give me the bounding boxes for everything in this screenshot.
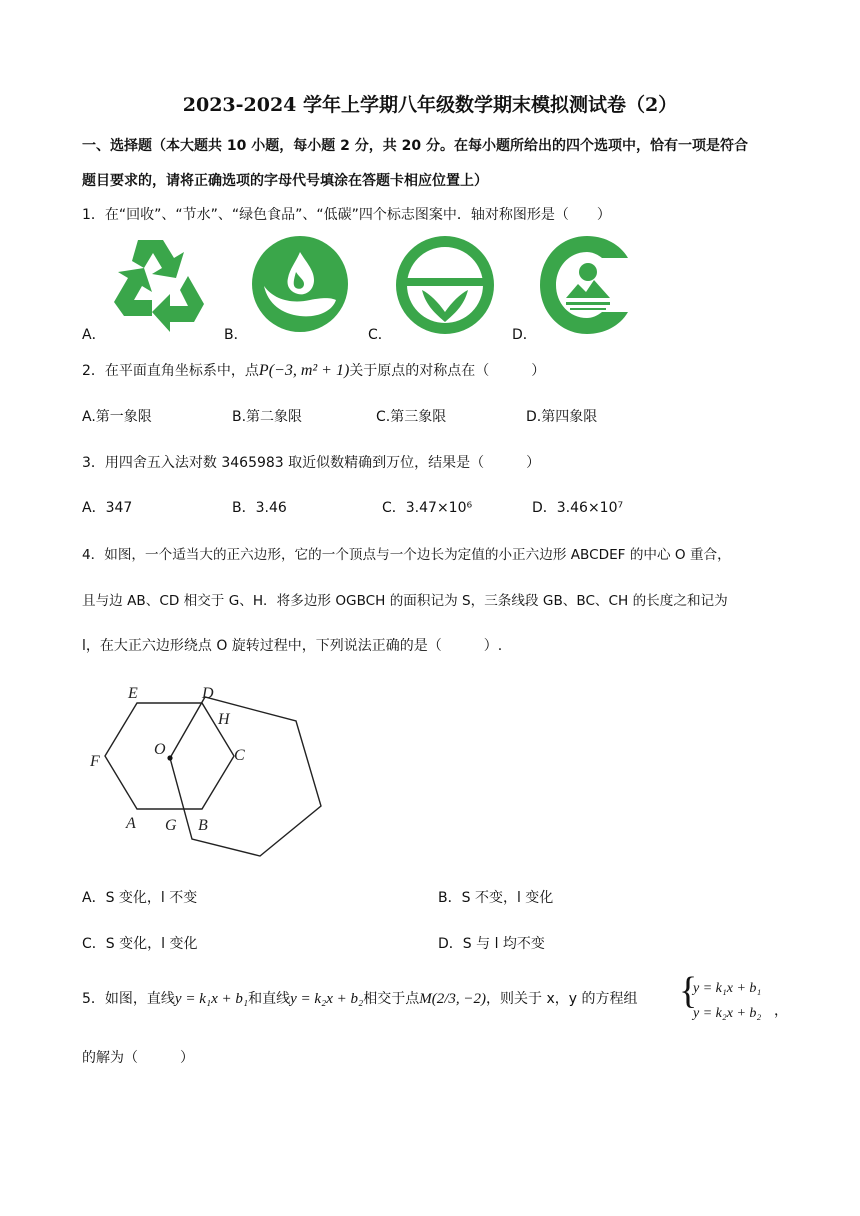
system-equation-2: y = k₂x + b₂ [693, 1006, 762, 1021]
question-3-option-d[interactable]: D．3.46×10⁷ [532, 500, 624, 516]
page-title: 2023-2024 学年上学期八年级数学期末模拟测试卷（2） [182, 94, 678, 116]
question-5-point-m: M(2/3, −2) [419, 991, 487, 1007]
question-5-answer-prompt: 的解为（ ） [82, 1050, 194, 1066]
system-equation-1: y = k₁x + b₁ [693, 981, 762, 996]
question-3-option-a[interactable]: A．347 [82, 500, 133, 516]
question-5-connector-2: 相交于点 [363, 991, 420, 1007]
question-5-line1: y = k₁x + b₁ [174, 991, 249, 1007]
large-hexagon [170, 697, 321, 856]
question-2-stem-suffix: 关于原点的对称点在（ ） [349, 363, 546, 379]
question-1-option-d[interactable]: D． [512, 327, 537, 343]
question-4-line3: l，在大正六边形绕点 O 旋转过程中，下列说法正确的是（ ）. [82, 638, 503, 654]
label-e: E [128, 685, 138, 702]
label-o: O [154, 741, 166, 758]
section-header-line1: 一、选择题（本大题共 10 小题，每小题 2 分，共 20 分。在每小题所给出的四个选项中，恰有一项是符合 [82, 138, 748, 154]
question-1-option-b[interactable]: B． [224, 327, 248, 343]
question-5-stem [82, 988, 638, 1008]
question-3-stem: 3．用四舍五入法对数 3465983 取近似数精确到万位，结果是（ ） [82, 455, 541, 471]
label-g: G [165, 817, 177, 834]
question-1-stem: 1．在“回收”、“节水”、“绿色食品”、“低碳”四个标志图案中．轴对称图形是（ ） [82, 207, 611, 223]
question-2-option-a[interactable]: A.第一象限 [82, 409, 152, 425]
question-4-option-d[interactable]: D．S 与 l 均不变 [438, 936, 545, 952]
green-food-icon [396, 236, 494, 334]
hexagon-figure [82, 676, 332, 862]
label-b: B [198, 817, 208, 834]
low-carbon-icon [540, 236, 632, 334]
water-saving-icon [252, 236, 348, 332]
question-4-line1: 4．如图，一个适当大的正六边形，它的一个顶点与一个边长为定值的小正六边形 ABCDEF 的中心 O 重合， [82, 547, 731, 563]
recycle-icon [108, 232, 208, 332]
label-f: F [90, 753, 100, 770]
question-1-option-a[interactable]: A． [82, 327, 106, 343]
label-c: C [234, 747, 245, 764]
question-2-stem [82, 360, 545, 380]
question-2-option-b[interactable]: B.第二象限 [232, 409, 303, 425]
question-4-option-c[interactable]: C．S 变化，l 变化 [82, 936, 198, 952]
center-point-o [167, 755, 172, 760]
question-2-option-d[interactable]: D.第四象限 [526, 409, 598, 425]
question-4-line2: 且与边 AB、CD 相交于 G、H．将多边形 OGBCH 的面积记为 S，三条线段 GB、BC、CH 的长度之和记为 [82, 593, 728, 609]
equation-system [693, 976, 761, 1026]
label-h: H [218, 711, 230, 728]
system-trailing-comma: ， [774, 1003, 788, 1019]
question-3-option-b[interactable]: B．3.46 [232, 500, 287, 516]
question-5-connector: 和直线 [248, 991, 291, 1007]
question-5-line2: y = k₂x + b₂ [290, 991, 364, 1007]
label-a: A [126, 815, 136, 832]
section-header-line2: 题目要求的，请将正确选项的字母代号填涂在答题卡相应位置上） [82, 173, 488, 189]
question-4-option-b[interactable]: B．S 不变，l 变化 [438, 890, 554, 906]
question-2-option-c[interactable]: C.第三象限 [376, 409, 447, 425]
question-4-option-a[interactable]: A．S 变化，l 不变 [82, 890, 198, 906]
system-brace: { [679, 970, 698, 1012]
label-d: D [202, 685, 214, 702]
question-5-connector-3: ，则关于 x，y 的方程组 [486, 991, 638, 1007]
question-3-option-c[interactable]: C．3.47×10⁶ [382, 500, 473, 516]
question-1-option-c[interactable]: C． [368, 327, 392, 343]
question-2-stem-prefix: 2．在平面直角坐标系中，点 [82, 363, 259, 379]
question-2-point: P(−3, m² + 1) [258, 362, 350, 379]
question-5-prefix: 5．如图，直线 [82, 991, 175, 1007]
